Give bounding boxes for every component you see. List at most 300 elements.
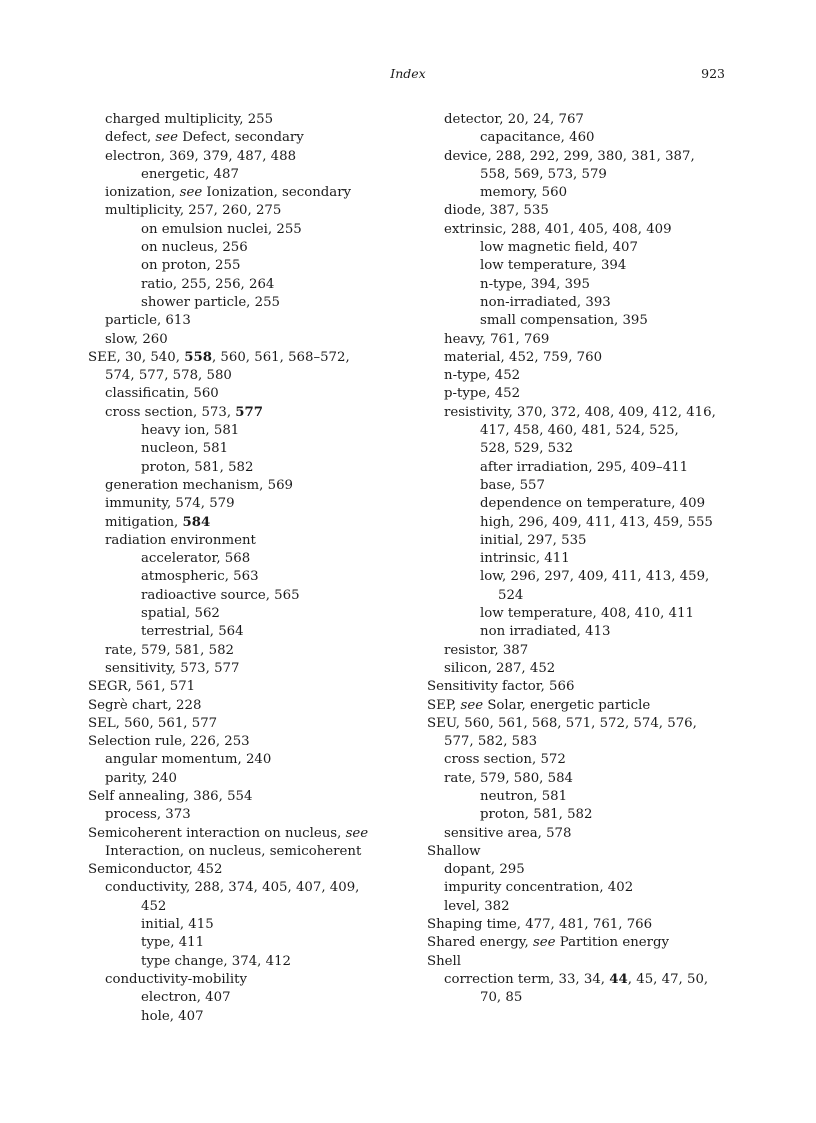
entry-line bbox=[427, 844, 481, 859]
entry-text: Selection rule, 226, 253 bbox=[88, 734, 250, 750]
entry-text: atmospheric, 563 bbox=[141, 569, 259, 585]
entry-text: sensitive area, 578 bbox=[444, 825, 572, 841]
bold-page-ref: 44 bbox=[609, 971, 628, 987]
entry-line bbox=[480, 185, 567, 200]
entry-text: low temperature, 408, 410, 411 bbox=[480, 606, 694, 622]
entry-text: proton, 581, 582 bbox=[480, 807, 593, 823]
entry-line bbox=[480, 258, 626, 273]
entry-text: radiation environment bbox=[105, 532, 256, 548]
entry-text: , 560, 561, 568–572, bbox=[211, 349, 350, 365]
entry-text: cross section, 572 bbox=[444, 752, 566, 768]
entry-text: diode, 387, 535 bbox=[444, 203, 549, 219]
entry-text: heavy, 761, 769 bbox=[444, 331, 550, 347]
entry-text: extrinsic, 288, 401, 405, 408, 409 bbox=[444, 221, 672, 237]
entry-line bbox=[141, 460, 253, 475]
index-entry bbox=[427, 568, 772, 605]
index-entry bbox=[427, 898, 772, 916]
entry-text: generation mechanism, 569 bbox=[105, 477, 293, 493]
entry-text: small compensation, 395 bbox=[480, 313, 648, 329]
entry-line bbox=[480, 496, 705, 511]
entry-line bbox=[105, 752, 271, 767]
index-column-right bbox=[427, 111, 772, 1008]
entry-text: high, 296, 409, 411, 413, 459, 555 bbox=[480, 514, 713, 530]
entry-line bbox=[141, 1009, 204, 1024]
entry-line bbox=[141, 167, 239, 182]
entry-text: sensitivity, 573, 577 bbox=[105, 660, 240, 676]
entry-text: Semicoherent interaction on nucleus, bbox=[88, 825, 346, 841]
see-reference: see bbox=[155, 130, 178, 146]
entry-line bbox=[105, 807, 191, 822]
entry-text: angular momentum, 240 bbox=[105, 752, 272, 768]
index-entry bbox=[427, 331, 772, 349]
index-entry bbox=[427, 697, 772, 715]
index-entry bbox=[88, 184, 433, 202]
entry-text: SEE, 30, 540, bbox=[88, 349, 185, 365]
index-entry bbox=[88, 770, 433, 788]
index-entry bbox=[88, 440, 433, 458]
entry-line bbox=[105, 972, 247, 987]
entry-line bbox=[141, 222, 302, 237]
entry-line bbox=[105, 112, 273, 127]
entry-text: detector, 20, 24, 767 bbox=[444, 112, 584, 127]
index-entry bbox=[88, 129, 433, 147]
entry-line bbox=[88, 698, 201, 713]
entry-line bbox=[88, 350, 350, 365]
index-entry bbox=[88, 166, 433, 184]
entry-text: accelerator, 568 bbox=[141, 551, 251, 567]
entry-text: n-type, 452 bbox=[444, 368, 521, 384]
entry-text: conductivity, 288, 374, 405, 407, 409, bbox=[105, 880, 360, 896]
index-entry bbox=[427, 239, 772, 257]
index-entry bbox=[88, 312, 433, 330]
index-entry bbox=[88, 715, 433, 733]
index-entry bbox=[427, 514, 772, 532]
entry-text: Shell bbox=[427, 953, 462, 969]
index-entry bbox=[88, 532, 433, 550]
entry-line bbox=[105, 533, 256, 548]
entry-line bbox=[88, 716, 217, 731]
entry-text: parity, 240 bbox=[105, 770, 177, 786]
index-entry bbox=[427, 221, 772, 239]
entry-text: conductivity-mobility bbox=[105, 971, 247, 987]
entry-line bbox=[427, 716, 697, 731]
index-entry bbox=[88, 623, 433, 641]
entry-line bbox=[480, 240, 638, 255]
index-entry bbox=[88, 349, 433, 386]
index-entry bbox=[88, 678, 433, 696]
entry-line bbox=[444, 222, 672, 237]
entry-line bbox=[480, 313, 648, 328]
entry-line bbox=[444, 203, 549, 218]
index-entry bbox=[427, 459, 772, 477]
entry-text: intrinsic, 411 bbox=[480, 551, 570, 567]
entry-line bbox=[444, 899, 510, 914]
entry-text: mitigation, bbox=[105, 514, 183, 530]
entry-continuation-line bbox=[427, 733, 772, 751]
entry-text: 70, 85 bbox=[480, 990, 523, 1006]
entry-line bbox=[141, 606, 220, 621]
index-entry bbox=[427, 971, 772, 1008]
entry-text: non-irradiated, 393 bbox=[480, 294, 611, 310]
entry-text: resistivity, 370, 372, 408, 409, 412, 416, bbox=[444, 404, 716, 420]
entry-text: 452 bbox=[141, 898, 167, 914]
entry-text: on proton, 255 bbox=[141, 258, 241, 274]
entry-text: 574, 577, 578, 580 bbox=[105, 368, 232, 384]
entry-line bbox=[427, 698, 650, 713]
entry-text: proton, 581, 582 bbox=[141, 459, 254, 475]
entry-text: radioactive source, 565 bbox=[141, 587, 300, 603]
index-entry bbox=[427, 916, 772, 934]
entry-text: base, 557 bbox=[480, 477, 545, 493]
entry-text: immunity, 574, 579 bbox=[105, 496, 235, 512]
entry-text: on emulsion nuclei, 255 bbox=[141, 221, 302, 237]
entry-text: n-type, 394, 395 bbox=[480, 276, 590, 292]
entry-text: initial, 297, 535 bbox=[480, 532, 587, 548]
index-entry bbox=[88, 971, 433, 989]
entry-text: capacitance, 460 bbox=[480, 130, 595, 146]
entry-line bbox=[105, 203, 281, 218]
entry-text: dopant, 295 bbox=[444, 862, 525, 878]
entry-text: low magnetic field, 407 bbox=[480, 240, 638, 256]
entry-text: ionization, bbox=[105, 185, 180, 201]
entry-line bbox=[480, 130, 595, 145]
index-entry bbox=[88, 1008, 433, 1026]
entry-line bbox=[444, 771, 573, 786]
entry-text: energetic, 487 bbox=[141, 166, 239, 182]
entry-line bbox=[480, 460, 688, 475]
entry-line bbox=[444, 332, 549, 347]
entry-line bbox=[105, 313, 191, 328]
index-entry bbox=[427, 550, 772, 568]
index-entry bbox=[427, 148, 772, 185]
entry-line bbox=[141, 258, 240, 273]
index-entry bbox=[427, 184, 772, 202]
entry-line bbox=[444, 752, 566, 767]
entry-line bbox=[444, 112, 584, 127]
index-entry bbox=[427, 788, 772, 806]
bold-page-ref: 577 bbox=[235, 404, 264, 420]
entry-line bbox=[444, 643, 528, 658]
index-entry bbox=[427, 623, 772, 641]
entry-line bbox=[444, 368, 520, 383]
entry-line bbox=[105, 496, 235, 511]
entry-line bbox=[105, 130, 304, 145]
entry-line bbox=[105, 149, 296, 164]
index-entry bbox=[427, 660, 772, 678]
entry-text: rate, 579, 580, 584 bbox=[444, 770, 573, 786]
entry-text: level, 382 bbox=[444, 898, 510, 914]
entry-line bbox=[444, 880, 633, 895]
index-entry bbox=[88, 934, 433, 952]
entry-text: cross section, 573, bbox=[105, 404, 236, 420]
entry-line bbox=[105, 386, 219, 401]
entry-text: Semiconductor, 452 bbox=[88, 862, 223, 878]
index-entry bbox=[427, 294, 772, 312]
entry-line bbox=[105, 185, 351, 200]
entry-line bbox=[480, 606, 694, 621]
entry-text: charged multiplicity, 255 bbox=[105, 112, 274, 127]
index-entry bbox=[427, 129, 772, 147]
index-entry bbox=[88, 202, 433, 220]
entry-text: 528, 529, 532 bbox=[480, 441, 574, 457]
entry-text: 558, 569, 573, 579 bbox=[480, 166, 607, 182]
index-entry bbox=[427, 312, 772, 330]
entry-text: after irradiation, 295, 409–411 bbox=[480, 459, 689, 475]
entry-line bbox=[427, 679, 574, 694]
index-entry bbox=[88, 550, 433, 568]
entry-text: type change, 374, 412 bbox=[141, 953, 292, 969]
page-number: 923 bbox=[701, 66, 725, 81]
entry-line bbox=[444, 826, 571, 841]
index-entry bbox=[427, 642, 772, 660]
entry-text: electron, 369, 379, 487, 488 bbox=[105, 148, 297, 164]
entry-line bbox=[480, 533, 587, 548]
index-entry bbox=[88, 276, 433, 294]
index-entry bbox=[88, 861, 433, 879]
entry-line bbox=[444, 661, 555, 676]
index-entry bbox=[88, 825, 433, 862]
entry-line bbox=[141, 295, 280, 310]
entry-line bbox=[141, 588, 300, 603]
entry-continuation-line bbox=[444, 422, 772, 440]
entry-text: resistor, 387 bbox=[444, 642, 529, 658]
entry-line bbox=[105, 405, 263, 420]
entry-line bbox=[141, 935, 204, 950]
entry-text: multiplicity, 257, 260, 275 bbox=[105, 203, 282, 219]
entry-line bbox=[141, 423, 239, 438]
index-entry bbox=[427, 111, 772, 129]
entry-line bbox=[105, 880, 359, 895]
index-entry bbox=[88, 385, 433, 403]
entry-line bbox=[480, 807, 592, 822]
entry-line bbox=[105, 478, 293, 493]
entry-text: memory, 560 bbox=[480, 185, 568, 201]
entry-continuation-line bbox=[444, 989, 772, 1007]
entry-line bbox=[141, 569, 259, 584]
entry-line bbox=[105, 661, 239, 676]
entry-line bbox=[480, 295, 611, 310]
index-entry bbox=[427, 715, 772, 752]
entry-line bbox=[88, 826, 368, 841]
index-entry bbox=[88, 806, 433, 824]
entry-text: hole, 407 bbox=[141, 1008, 204, 1024]
index-entry bbox=[88, 568, 433, 586]
index-entry bbox=[88, 788, 433, 806]
entry-line bbox=[480, 569, 709, 584]
entry-line bbox=[141, 277, 274, 292]
entry-text: type, 411 bbox=[141, 935, 205, 951]
entry-line bbox=[141, 551, 250, 566]
index-entry bbox=[427, 605, 772, 623]
index-entry bbox=[88, 404, 433, 422]
entry-continuation-line bbox=[480, 587, 772, 605]
entry-text: ratio, 255, 256, 264 bbox=[141, 276, 275, 292]
entry-text: Interaction, on nucleus, semicoherent bbox=[105, 843, 362, 859]
entry-line bbox=[480, 277, 590, 292]
entry-text: non irradiated, 413 bbox=[480, 624, 611, 640]
index-entry bbox=[88, 422, 433, 440]
entry-text: , 45, 47, 50, bbox=[627, 971, 709, 987]
index-column-left bbox=[88, 111, 433, 1026]
bold-page-ref: 584 bbox=[182, 514, 211, 530]
index-entry bbox=[427, 367, 772, 385]
entry-text: nucleon, 581 bbox=[141, 441, 229, 457]
entry-line bbox=[480, 515, 713, 530]
entry-line bbox=[444, 405, 716, 420]
index-entry bbox=[88, 733, 433, 751]
entry-line bbox=[88, 862, 222, 877]
index-entry bbox=[88, 495, 433, 513]
index-entry bbox=[427, 404, 772, 459]
entry-line bbox=[141, 624, 244, 639]
index-entry bbox=[427, 825, 772, 843]
entry-line bbox=[141, 917, 214, 932]
entry-text: process, 373 bbox=[105, 807, 191, 823]
entry-continuation-line bbox=[105, 898, 433, 916]
entry-text: device, 288, 292, 299, 380, 381, 387, bbox=[444, 148, 695, 164]
index-entry bbox=[88, 148, 433, 166]
entry-text: 524 bbox=[498, 587, 524, 603]
index-entry bbox=[427, 770, 772, 788]
entry-text: Defect, secondary bbox=[177, 130, 304, 146]
entry-text: initial, 415 bbox=[141, 917, 214, 933]
entry-text: dependence on temperature, 409 bbox=[480, 496, 706, 512]
index-entry bbox=[88, 477, 433, 495]
index-entry bbox=[427, 532, 772, 550]
entry-text: material, 452, 759, 760 bbox=[444, 349, 603, 365]
index-entry bbox=[88, 459, 433, 477]
entry-text: on nucleus, 256 bbox=[141, 240, 248, 256]
entry-continuation-line bbox=[88, 367, 433, 385]
entry-text: slow, 260 bbox=[105, 331, 168, 347]
index-entry bbox=[427, 385, 772, 403]
entry-text: correction term, 33, 34, bbox=[444, 971, 610, 987]
entry-line bbox=[141, 954, 291, 969]
entry-continuation-line bbox=[444, 166, 772, 184]
entry-text: SEU, 560, 561, 568, 571, 572, 574, 576, bbox=[427, 715, 697, 731]
index-entry bbox=[88, 605, 433, 623]
see-reference: see bbox=[532, 935, 556, 951]
entry-text: SEL, 560, 561, 577 bbox=[88, 715, 218, 731]
entry-text: Self annealing, 386, 554 bbox=[88, 788, 253, 804]
bold-page-ref: 558 bbox=[184, 349, 212, 365]
entry-line bbox=[141, 240, 248, 255]
entry-text: low temperature, 394 bbox=[480, 258, 627, 274]
index-entry bbox=[427, 257, 772, 275]
entry-text: electron, 407 bbox=[141, 990, 231, 1006]
index-entry bbox=[88, 111, 433, 129]
entry-continuation-line bbox=[444, 440, 772, 458]
entry-text: p-type, 452 bbox=[444, 386, 521, 402]
index-entry bbox=[88, 331, 433, 349]
entry-text: terrestrial, 564 bbox=[141, 624, 244, 640]
entry-line bbox=[444, 862, 525, 877]
entry-line bbox=[141, 990, 231, 1005]
index-entry bbox=[88, 221, 433, 239]
index-entry bbox=[427, 843, 772, 861]
entry-line bbox=[427, 917, 652, 932]
entry-line bbox=[444, 149, 695, 164]
entry-text: SEGR, 561, 571 bbox=[88, 679, 196, 695]
entry-text: Ionization, secondary bbox=[202, 185, 352, 201]
index-entry bbox=[427, 202, 772, 220]
index-entry bbox=[427, 861, 772, 879]
entry-continuation-line bbox=[88, 843, 433, 861]
index-entry bbox=[88, 697, 433, 715]
entry-text: impurity concentration, 402 bbox=[444, 880, 634, 896]
entry-text: particle, 613 bbox=[105, 313, 191, 329]
index-entry bbox=[427, 934, 772, 952]
entry-line bbox=[480, 789, 567, 804]
entry-line bbox=[105, 515, 210, 530]
index-entry bbox=[88, 514, 433, 532]
entry-text: Solar, energetic particle bbox=[483, 697, 651, 713]
see-reference: see bbox=[179, 185, 203, 201]
entry-text: 417, 458, 460, 481, 524, 525, bbox=[480, 423, 679, 439]
index-entry bbox=[427, 879, 772, 897]
entry-line bbox=[427, 935, 669, 950]
see-reference: see bbox=[460, 697, 484, 713]
index-entry bbox=[427, 495, 772, 513]
index-entry bbox=[427, 806, 772, 824]
entry-line bbox=[480, 478, 545, 493]
see-reference: see bbox=[345, 825, 369, 841]
index-entry bbox=[427, 276, 772, 294]
index-entry bbox=[88, 660, 433, 678]
entry-line bbox=[444, 386, 520, 401]
entry-text: SEP, bbox=[427, 697, 461, 713]
entry-text: silicon, 287, 452 bbox=[444, 660, 556, 676]
entry-line bbox=[427, 954, 461, 969]
entry-text: Shaping time, 477, 481, 761, 766 bbox=[427, 917, 653, 933]
entry-line bbox=[105, 771, 177, 786]
entry-line bbox=[480, 551, 570, 566]
index-entry bbox=[88, 989, 433, 1007]
entry-text: Partition energy bbox=[555, 935, 670, 951]
entry-line bbox=[88, 789, 252, 804]
entry-text: Segrè chart, 228 bbox=[88, 697, 202, 713]
entry-line bbox=[480, 624, 611, 639]
index-entry bbox=[88, 751, 433, 769]
index-entry bbox=[88, 916, 433, 934]
index-entry bbox=[427, 953, 772, 971]
index-entry bbox=[88, 239, 433, 257]
entry-text: shower particle, 255 bbox=[141, 294, 281, 310]
index-entry bbox=[88, 879, 433, 916]
entry-line bbox=[444, 972, 708, 987]
entry-text: neutron, 581 bbox=[480, 788, 568, 804]
entry-line bbox=[141, 441, 228, 456]
index-entry bbox=[88, 642, 433, 660]
entry-text: Sensitivity factor, 566 bbox=[427, 679, 575, 695]
entry-line bbox=[105, 643, 234, 658]
entry-line bbox=[88, 734, 250, 749]
index-entry bbox=[88, 587, 433, 605]
index-entry bbox=[427, 678, 772, 696]
entry-line bbox=[105, 332, 168, 347]
index-entry bbox=[427, 751, 772, 769]
index-entry bbox=[88, 294, 433, 312]
entry-text: spatial, 562 bbox=[141, 606, 220, 622]
index-entry bbox=[88, 953, 433, 971]
entry-text: classificatin, 560 bbox=[105, 386, 219, 402]
entry-line bbox=[444, 350, 602, 365]
header-title: Index bbox=[390, 66, 426, 81]
entry-text: heavy ion, 581 bbox=[141, 423, 240, 439]
entry-line bbox=[88, 679, 195, 694]
entry-text: rate, 579, 581, 582 bbox=[105, 642, 234, 658]
entry-text: 577, 582, 583 bbox=[444, 734, 538, 750]
